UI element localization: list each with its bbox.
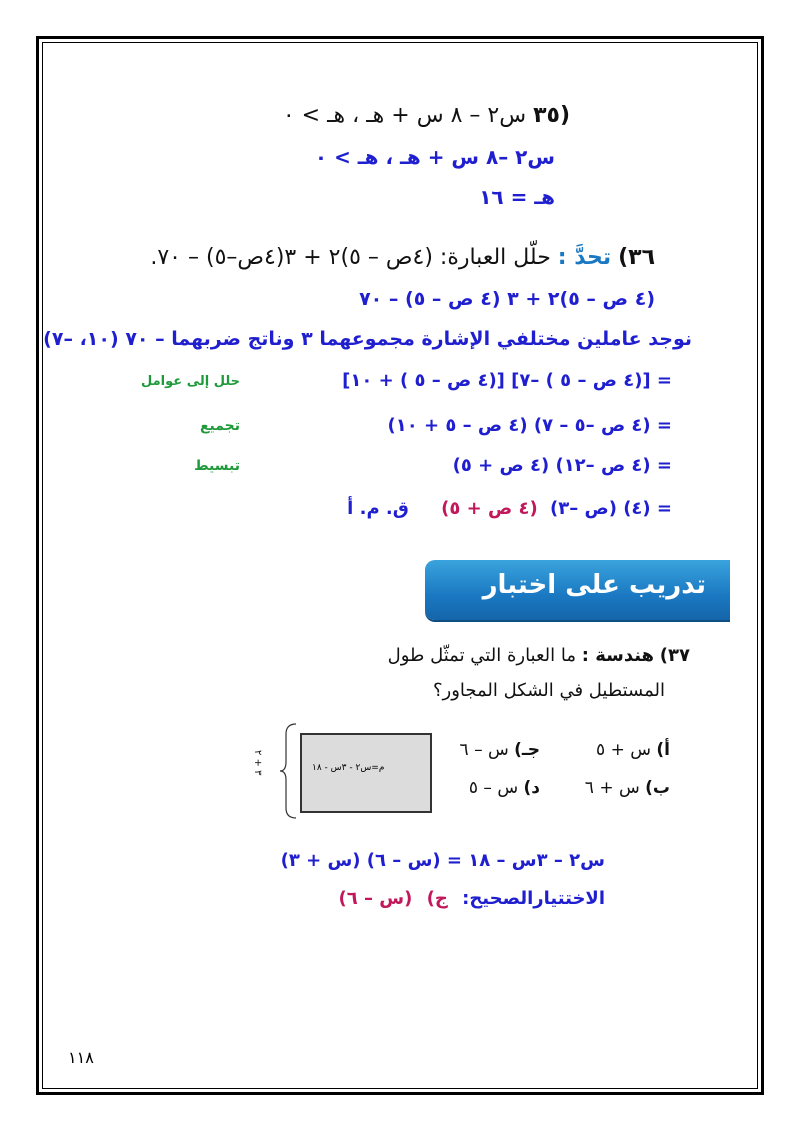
rectangle-width-label: ٣ + ٢ xyxy=(252,750,263,776)
answer-letter: ج) xyxy=(426,888,448,909)
option-a-text: س + ٥ xyxy=(596,740,651,760)
option-c xyxy=(460,740,540,760)
rectangle-figure xyxy=(300,733,432,813)
problem-36-rewrite: (٤ ص – ٥)٢ + ٣ (٤ ص – ٥) – ٧٠ xyxy=(359,288,655,310)
problem-36-statement xyxy=(150,245,655,270)
option-c-text: س – ٦ xyxy=(459,740,509,760)
problem-37-answer xyxy=(339,888,605,909)
problem-35-expression: س٢ – ٨ س + هـ ، هـ > ٠ xyxy=(282,103,527,128)
problem-36-step-3: = (٤ ص –١٢) (٤ ص + ٥) xyxy=(452,455,672,476)
problem-35-number: (٣٥ xyxy=(533,103,570,128)
banner-title: تدريب على اختبار xyxy=(482,570,706,600)
problem-37-tag: هندسة : xyxy=(581,645,655,666)
problem-37-solution: س٢ – ٣س – ١٨ = (س – ٦) (س + ٣) xyxy=(280,850,605,871)
problem-36-number: ٣٦) xyxy=(618,245,655,270)
answer-prefix: الاختتيارالصحيح: xyxy=(462,888,605,909)
problem-36-step-3-label: تبسيط xyxy=(194,458,240,474)
option-d-text: س – ٥ xyxy=(468,778,519,798)
problem-36-final xyxy=(347,498,672,519)
problem-35-line1: س٢ –٨ س + هـ ، هـ > ٠ xyxy=(314,145,555,169)
problem-36-note: نوجد عاملين مختلفي الإشارة مجموعهما ٣ وناتج ضربهما – ٧٠ (١٠، –٧) xyxy=(43,328,692,350)
problem-36-step-1-label: حلل إلى عوامل xyxy=(141,374,240,389)
problem-37-number: ٣٧) xyxy=(659,645,690,666)
option-a-letter: أ) xyxy=(656,740,670,760)
problem-36-step-2: = (٤ ص –٥ – ٧) (٤ ص – ٥ + ١٠) xyxy=(387,415,672,436)
option-b-text: س + ٦ xyxy=(584,778,640,798)
option-b xyxy=(585,778,670,798)
problem-36-tag: تحدَّ : xyxy=(557,245,612,270)
problem-35-line2: هـ = ١٦ xyxy=(479,185,555,209)
problem-36-final-prefix: = (٤) (ص –٣) xyxy=(549,498,672,519)
problem-37-statement xyxy=(388,645,690,666)
rectangle-width-brace xyxy=(278,722,298,820)
section-banner xyxy=(425,560,730,620)
problem-35-statement xyxy=(283,103,570,128)
option-d-letter: د) xyxy=(523,778,540,798)
option-c-letter: جـ) xyxy=(514,740,540,760)
option-b-letter: ب) xyxy=(645,778,670,798)
page-number: ١١٨ xyxy=(68,1048,94,1067)
problem-37-text-2: المستطيل في الشكل المجاور؟ xyxy=(432,680,665,701)
problem-36-text: حلّل العبارة: (٤ص – ٥)٢ + ٣(٤ص–٥) – ٧٠. xyxy=(150,245,551,270)
problem-36-final-factor: (٤ ص + ٥) xyxy=(441,498,538,519)
rectangle-area-label: م=س٢ - ٣س - ١٨ xyxy=(312,763,385,773)
answer-value: (س – ٦) xyxy=(338,888,413,909)
problem-36-step-1: = [(٤ ص – ٥ ) –٧] [(٤ ص – ٥ ) + ١٠] xyxy=(342,370,672,391)
problem-36-final-label: ق. م. أ xyxy=(347,498,409,519)
option-a xyxy=(596,740,670,760)
option-d xyxy=(469,778,540,798)
problem-36-step-2-label: تجميع xyxy=(199,418,240,434)
problem-37-text-1: ما العبارة التي تمثّل طول xyxy=(387,645,576,666)
